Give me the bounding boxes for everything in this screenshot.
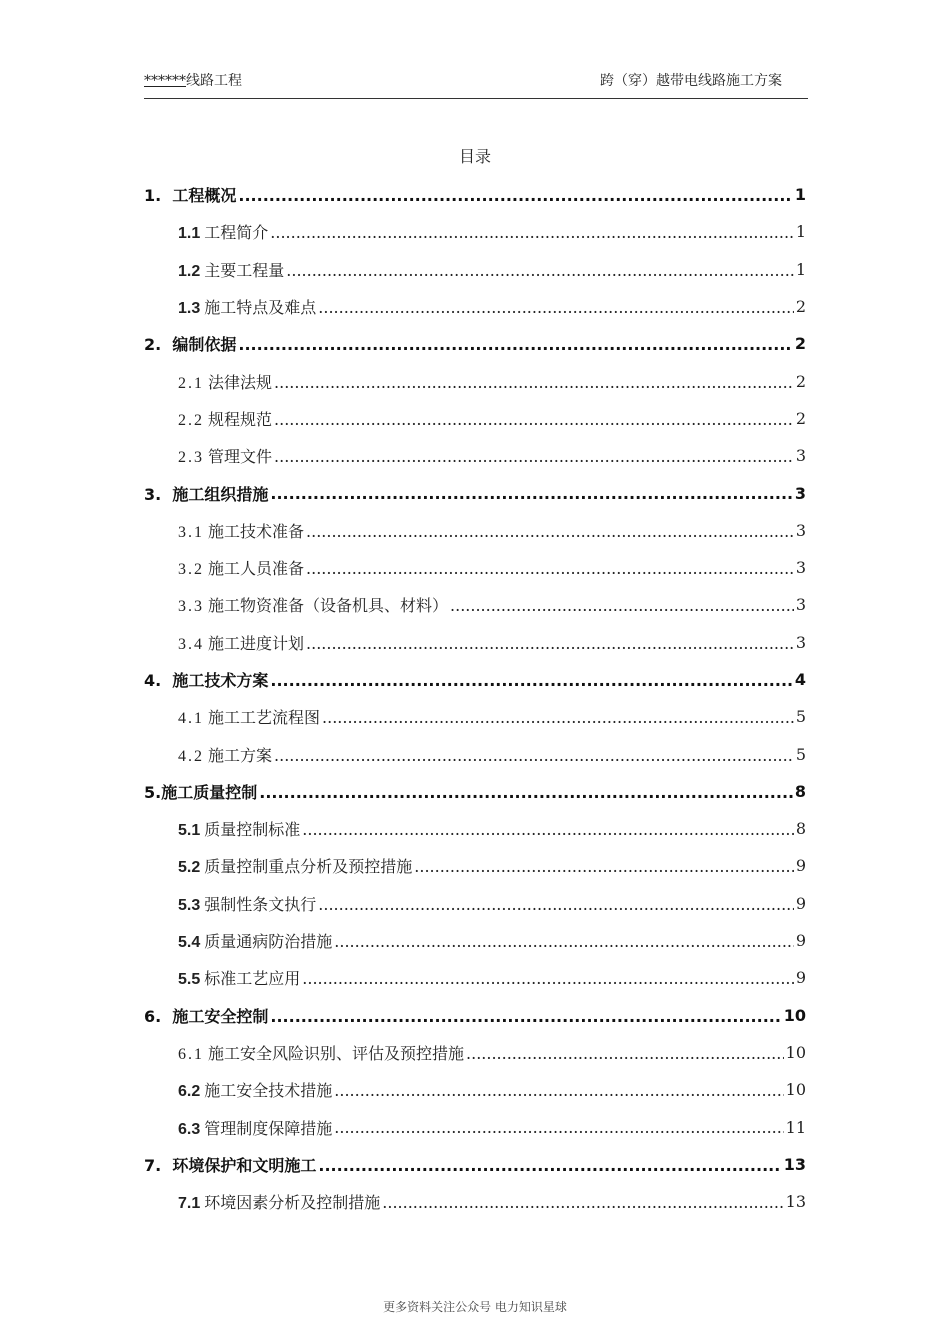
- toc-entry-chapter[interactable]: [144, 661, 806, 698]
- toc-entry-number: 5.1: [178, 822, 201, 840]
- toc-entry-number: 6.2: [178, 1083, 201, 1101]
- toc-leader-dots: [466, 1044, 784, 1063]
- toc-entry-label: [144, 1153, 316, 1176]
- toc-entry-text: 施工组织措施: [172, 484, 269, 504]
- toc-leader-dots: [306, 522, 794, 541]
- toc-leader-dots: [302, 820, 794, 839]
- toc-entry-section[interactable]: [144, 437, 806, 474]
- toc-entry-section[interactable]: [144, 1183, 806, 1220]
- toc-entry-text: 施工安全风险识别、评估及预控措施: [208, 1043, 465, 1063]
- toc-entry-text: 施工技术准备: [208, 521, 305, 541]
- toc-entry-chapter[interactable]: [144, 474, 806, 511]
- toc-entry-number: 4.: [144, 671, 162, 690]
- table-of-contents: [144, 176, 806, 1220]
- toc-page-number: 10: [785, 1080, 806, 1100]
- toc-page-number: 8: [794, 781, 806, 801]
- toc-entry-chapter[interactable]: [144, 1146, 806, 1183]
- toc-entry-number: 1.2: [178, 262, 201, 280]
- toc-leader-dots: [450, 596, 794, 615]
- toc-page-number: 9: [795, 893, 806, 913]
- toc-entry-label: [178, 966, 300, 989]
- toc-page-number: 1: [794, 185, 806, 205]
- toc-entry-text: 规程规范: [208, 409, 273, 429]
- toc-entry-number: 2.: [144, 335, 162, 355]
- toc-entry-section[interactable]: [144, 1034, 806, 1071]
- toc-entry-text: 质量通病防治措施: [204, 932, 333, 952]
- toc-leader-dots: [259, 783, 793, 802]
- toc-entry-number: 5.5: [178, 971, 201, 989]
- toc-entry-label: [178, 1041, 464, 1064]
- toc-page-number: 5: [795, 744, 806, 764]
- toc-entry-text: 环境因素分析及控制措施: [204, 1193, 381, 1213]
- toc-page-number: 9: [795, 968, 806, 988]
- toc-entry-number: 1.1: [178, 225, 201, 243]
- toc-entry-text: 工程概况: [172, 186, 237, 206]
- toc-entry-section[interactable]: [144, 847, 806, 884]
- toc-entry-label: [178, 444, 272, 467]
- toc-entry-number: 2.2: [178, 411, 204, 429]
- toc-page-number: 9: [795, 856, 806, 876]
- toc-leader-dots: [286, 261, 794, 280]
- toc-entry-label: [144, 482, 268, 505]
- toc-entry-text: 施工安全控制: [172, 1006, 269, 1026]
- toc-leader-dots: [322, 708, 794, 727]
- toc-page-number: 3: [795, 595, 806, 615]
- toc-page-number: 3: [795, 558, 806, 578]
- toc-leader-dots: [318, 1156, 781, 1175]
- toc-entry-label: [178, 1078, 332, 1101]
- toc-entry-section[interactable]: [144, 586, 806, 623]
- toc-entry-number: 3.3: [178, 598, 204, 616]
- toc-entry-number: 6.1: [178, 1045, 204, 1063]
- toc-entry-number: 4.2: [178, 747, 204, 765]
- toc-entry-number: 5.: [144, 782, 162, 802]
- toc-entry-label: [144, 780, 257, 803]
- toc-leader-dots: [306, 559, 794, 578]
- toc-entry-text: 施工质量控制: [161, 782, 258, 802]
- header-redacted-name: ******: [144, 73, 186, 89]
- toc-entry-section[interactable]: [144, 1108, 806, 1145]
- toc-entry-number: 2.3: [178, 449, 204, 467]
- toc-entry-text: 法律法规: [208, 372, 273, 392]
- toc-leader-dots: [274, 410, 794, 429]
- toc-entry-label: [144, 668, 268, 691]
- toc-entry-text: 环境保护和文明施工: [172, 1155, 317, 1175]
- toc-leader-dots: [318, 298, 794, 317]
- toc-page-number: 8: [795, 819, 806, 839]
- toc-entry-section[interactable]: [144, 400, 806, 437]
- toc-entry-text: 施工进度计划: [208, 633, 305, 653]
- toc-leader-dots: [414, 857, 794, 876]
- toc-page-number: 11: [785, 1117, 806, 1137]
- toc-leader-dots: [334, 1081, 783, 1100]
- toc-entry-section[interactable]: [144, 959, 806, 996]
- toc-page-number: 13: [783, 1154, 806, 1174]
- toc-entry-number: 7.1: [178, 1195, 201, 1213]
- toc-entry-number: 1.: [144, 186, 162, 206]
- toc-page-number: 3: [795, 520, 806, 540]
- toc-entry-text: 工程简介: [204, 223, 269, 243]
- toc-entry-text: 施工人员准备: [208, 559, 305, 579]
- toc-entry-label: [144, 183, 236, 206]
- toc-leader-dots: [270, 1007, 781, 1026]
- toc-entry-label: [178, 1116, 332, 1139]
- toc-entry-chapter[interactable]: [144, 997, 806, 1034]
- toc-entry-text: 管理制度保障措施: [204, 1118, 333, 1138]
- toc-entry-number: 3.: [144, 484, 162, 504]
- toc-page-number: 2: [795, 297, 806, 317]
- toc-entry-chapter[interactable]: [144, 176, 806, 213]
- toc-entry-label: [178, 705, 320, 728]
- toc-leader-dots: [318, 895, 794, 914]
- toc-entry-section[interactable]: [144, 885, 806, 922]
- toc-leader-dots: [306, 634, 794, 653]
- toc-entry-text: 施工技术方案: [172, 671, 269, 690]
- toc-entry-label: [178, 892, 316, 915]
- toc-entry-text: 施工特点及难点: [204, 298, 317, 318]
- toc-page-number: 2: [794, 334, 806, 354]
- toc-entry-chapter[interactable]: [144, 325, 806, 362]
- toc-page-number: 1: [795, 222, 806, 242]
- toc-entry-text: 强制性条文执行: [204, 894, 317, 914]
- toc-entry-section[interactable]: [144, 698, 806, 735]
- toc-entry-text: 主要工程量: [204, 260, 285, 280]
- toc-entry-label: [178, 854, 412, 877]
- toc-entry-number: 7.: [144, 1155, 162, 1175]
- toc-page-number: 3: [794, 483, 806, 503]
- toc-entry-number: 5.4: [178, 934, 201, 952]
- toc-entry-text: 施工方案: [208, 745, 273, 765]
- toc-entry-text: 质量控制重点分析及预控措施: [204, 857, 413, 877]
- toc-leader-dots: [238, 335, 792, 354]
- toc-entry-number: 2.1: [178, 374, 204, 392]
- toc-leader-dots: [270, 671, 792, 690]
- toc-leader-dots: [274, 447, 794, 466]
- header-left-text: 线路工程: [186, 73, 242, 89]
- toc-leader-dots: [270, 223, 794, 242]
- toc-entry-label: [144, 1004, 268, 1027]
- toc-leader-dots: [334, 932, 794, 951]
- toc-entry-label: [178, 817, 300, 840]
- toc-entry-label: [178, 295, 316, 318]
- toc-entry-section[interactable]: [144, 624, 806, 661]
- toc-page-number: 10: [785, 1042, 806, 1062]
- toc-leader-dots: [238, 186, 792, 205]
- header-document-title: 跨（穿）越带电线路施工方案: [600, 73, 782, 89]
- toc-page-number: 2: [795, 371, 806, 391]
- toc-entry-label: [178, 556, 304, 579]
- toc-page-number: 1: [795, 259, 806, 279]
- toc-entry-section[interactable]: [144, 362, 806, 399]
- toc-leader-dots: [270, 484, 792, 503]
- toc-leader-dots: [334, 1118, 783, 1137]
- toc-entry-section[interactable]: [144, 810, 806, 847]
- toc-page-number: 3: [795, 632, 806, 652]
- toc-entry-text: 编制依据: [172, 335, 237, 355]
- toc-entry-text: 施工工艺流程图: [208, 708, 321, 728]
- toc-entry-number: 6.3: [178, 1120, 201, 1138]
- header-project-name: [144, 70, 242, 90]
- toc-page-number: 9: [795, 931, 806, 951]
- toc-entry-section[interactable]: [144, 922, 806, 959]
- toc-entry-label: [178, 258, 284, 281]
- toc-page-number: 2: [795, 408, 806, 428]
- toc-entry-number: 5.2: [178, 859, 201, 877]
- toc-entry-section[interactable]: [144, 549, 806, 586]
- toc-page-number: 10: [783, 1005, 806, 1025]
- toc-entry-text: 质量控制标准: [204, 820, 301, 840]
- page-footer: 更多资料关注公众号 电力知识星球: [383, 1300, 567, 1314]
- toc-leader-dots: [382, 1193, 783, 1212]
- toc-entry-text: 管理文件: [208, 447, 273, 467]
- toc-page-number: 3: [795, 446, 806, 466]
- toc-entry-number: 3.2: [178, 561, 204, 579]
- toc-entry-number: 4.1: [178, 710, 204, 728]
- toc-entry-label: [178, 743, 272, 766]
- toc-entry-number: 1.3: [178, 300, 201, 318]
- toc-page-number: 13: [785, 1192, 806, 1212]
- toc-entry-label: [178, 929, 332, 952]
- toc-entry-label: [178, 370, 272, 393]
- toc-entry-label: [178, 519, 304, 542]
- toc-entry-section[interactable]: [144, 735, 806, 772]
- toc-leader-dots: [302, 969, 794, 988]
- toc-entry-section[interactable]: [144, 288, 806, 325]
- toc-entry-number: 6.: [144, 1006, 162, 1026]
- toc-page-number: 5: [795, 707, 806, 727]
- toc-page-number: 4: [794, 670, 806, 689]
- toc-entry-section[interactable]: [144, 251, 806, 288]
- toc-entry-label: [178, 631, 304, 654]
- toc-entry-number: 3.1: [178, 523, 204, 541]
- toc-entry-label: [178, 407, 272, 430]
- toc-entry-number: 5.3: [178, 896, 201, 914]
- toc-entry-chapter[interactable]: [144, 773, 806, 810]
- toc-entry-text: 标准工艺应用: [204, 969, 301, 989]
- toc-entry-label: [178, 1190, 380, 1213]
- toc-entry-section[interactable]: [144, 512, 806, 549]
- toc-entry-text: 施工安全技术措施: [204, 1081, 333, 1101]
- toc-entry-label: [178, 593, 448, 616]
- toc-entry-text: 施工物资准备（设备机具、材料）: [208, 596, 449, 616]
- toc-entry-section[interactable]: [144, 213, 806, 250]
- toc-title: 目录: [458, 147, 491, 166]
- toc-entry-label: [178, 220, 268, 243]
- toc-leader-dots: [274, 373, 794, 392]
- page-header: [144, 66, 808, 99]
- toc-entry-number: 3.4: [178, 635, 204, 653]
- toc-entry-section[interactable]: [144, 1071, 806, 1108]
- toc-leader-dots: [274, 746, 794, 765]
- toc-entry-label: [144, 332, 236, 355]
